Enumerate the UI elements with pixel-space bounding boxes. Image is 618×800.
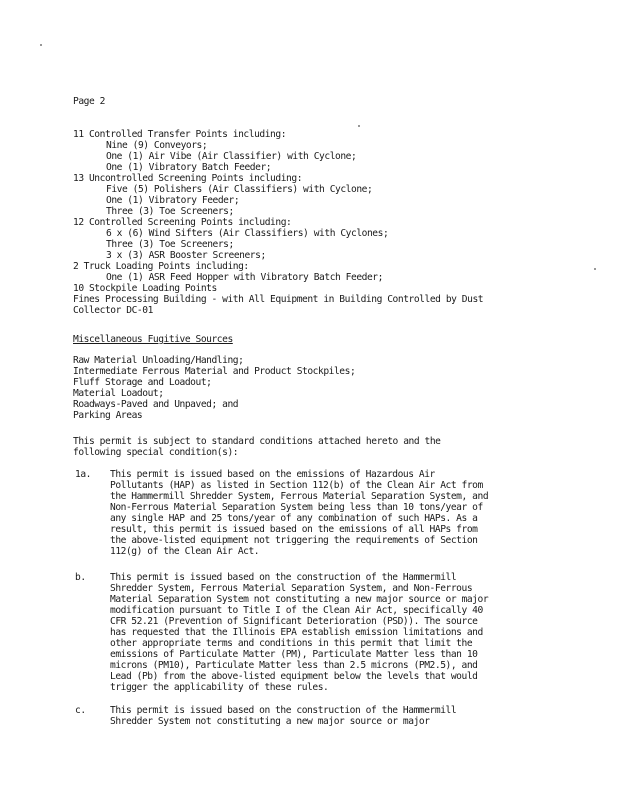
condition-text-line: This permit is issued based on the construction of the Hammermill [110, 572, 457, 583]
equipment-group: 11 Controlled Transfer Points including: [73, 129, 287, 140]
condition-text-line: Non-Ferrous Material Separation System being less than 10 tons/year of [110, 502, 483, 513]
misc-source-item: Material Loadout; [73, 388, 164, 399]
equipment-sub-item: One (1) Vibratory Batch Feeder; [106, 162, 272, 173]
condition-text-line: This permit is issued based on the construction of the Hammermill [110, 705, 457, 716]
scan-speck [594, 268, 596, 270]
condition-text-line: has requested that the Illinois EPA establish emission limitations and [110, 627, 483, 638]
condition-text-line: This permit is issued based on the emissions of Hazardous Air [110, 469, 435, 480]
condition-label: c. [75, 705, 86, 716]
condition-text-line: result, this permit is issued based on the emissions of all HAPs from [110, 524, 478, 535]
misc-source-item: Intermediate Ferrous Material and Product Stockpiles; [73, 366, 356, 377]
equipment-sub-item: 3 x (3) ASR Booster Screeners; [106, 250, 266, 261]
equipment-group: 12 Controlled Screening Points including: [73, 217, 292, 228]
condition-text-line: Lead (Pb) from the above-listed equipment below the levels that would [110, 671, 478, 682]
condition-text-line: other appropriate terms and conditions in this permit that limit the [110, 638, 473, 649]
equipment-sub-item: One (1) Air Vibe (Air Classifier) with Cyclone; [106, 151, 357, 162]
misc-source-item: Parking Areas [73, 410, 143, 421]
equipment-group: 2 Truck Loading Points including: [73, 261, 249, 272]
condition-text-line: CFR 52.21 (Prevention of Significant Deterioration (PSD)). The source [110, 616, 478, 627]
equipment-group: 10 Stockpile Loading Points [73, 283, 217, 294]
condition-text-line: 112(g) of the Clean Air Act. [110, 546, 260, 557]
equipment-sub-item: One (1) ASR Feed Hopper with Vibratory Batch Feeder; [106, 272, 383, 283]
condition-text-line: any single HAP and 25 tons/year of any combination of such HAPs. As a [110, 513, 478, 524]
equipment-group: 13 Uncontrolled Screening Points including: [73, 173, 303, 184]
page-label: Page 2 [73, 96, 105, 107]
equipment-sub-item: One (1) Vibratory Feeder; [106, 195, 240, 206]
condition-label: b. [75, 572, 86, 583]
condition-text-line: trigger the applicability of these rules. [110, 682, 329, 693]
scan-speck [358, 125, 360, 127]
equipment-sub-item: Three (3) Toe Screeners; [106, 239, 234, 250]
condition-text-line: Material Separation System not constituting a new major source or major [110, 594, 489, 605]
equipment-sub-item: Nine (9) Conveyors; [106, 140, 208, 151]
condition-label: 1a. [75, 469, 91, 480]
condition-text-line: the Hammermill Shredder System, Ferrous Material Separation System, and [110, 491, 489, 502]
equipment-group: Collector DC-01 [73, 305, 153, 316]
condition-text-line: Pollutants (HAP) as listed in Section 112(b) of the Clean Air Act from [110, 480, 483, 491]
condition-text-line: the above-listed equipment not triggering the requirements of Section [110, 535, 478, 546]
intro-line: following special condition(s): [73, 447, 239, 458]
equipment-sub-item: Five (5) Polishers (Air Classifiers) with Cyclone; [106, 184, 373, 195]
condition-text-line: microns (PM10), Particulate Matter less than 2.5 microns (PM2.5), and [110, 660, 478, 671]
condition-text-line: Shredder System not constituting a new major source or major [110, 716, 430, 727]
condition-text-line: modification pursuant to Title I of the Clean Air Act, specifically 40 [110, 605, 483, 616]
intro-line: This permit is subject to standard conditions attached hereto and the [73, 436, 441, 447]
misc-source-item: Roadways-Paved and Unpaved; and [73, 399, 239, 410]
condition-text-line: Shredder System, Ferrous Material Separation System, and Non-Ferrous [110, 583, 473, 594]
misc-heading: Miscellaneous Fugitive Sources [73, 334, 233, 345]
scan-speck [40, 44, 42, 46]
misc-source-item: Fluff Storage and Loadout; [73, 377, 212, 388]
equipment-sub-item: Three (3) Toe Screeners; [106, 206, 234, 217]
equipment-group: Fines Processing Building - with All Equipment in Building Controlled by Dust [73, 294, 484, 305]
misc-source-item: Raw Material Unloading/Handling; [73, 355, 244, 366]
condition-text-line: emissions of Particulate Matter (PM), Particulate Matter less than 10 [110, 649, 478, 660]
equipment-sub-item: 6 x (6) Wind Sifters (Air Classifiers) with Cyclones; [106, 228, 389, 239]
